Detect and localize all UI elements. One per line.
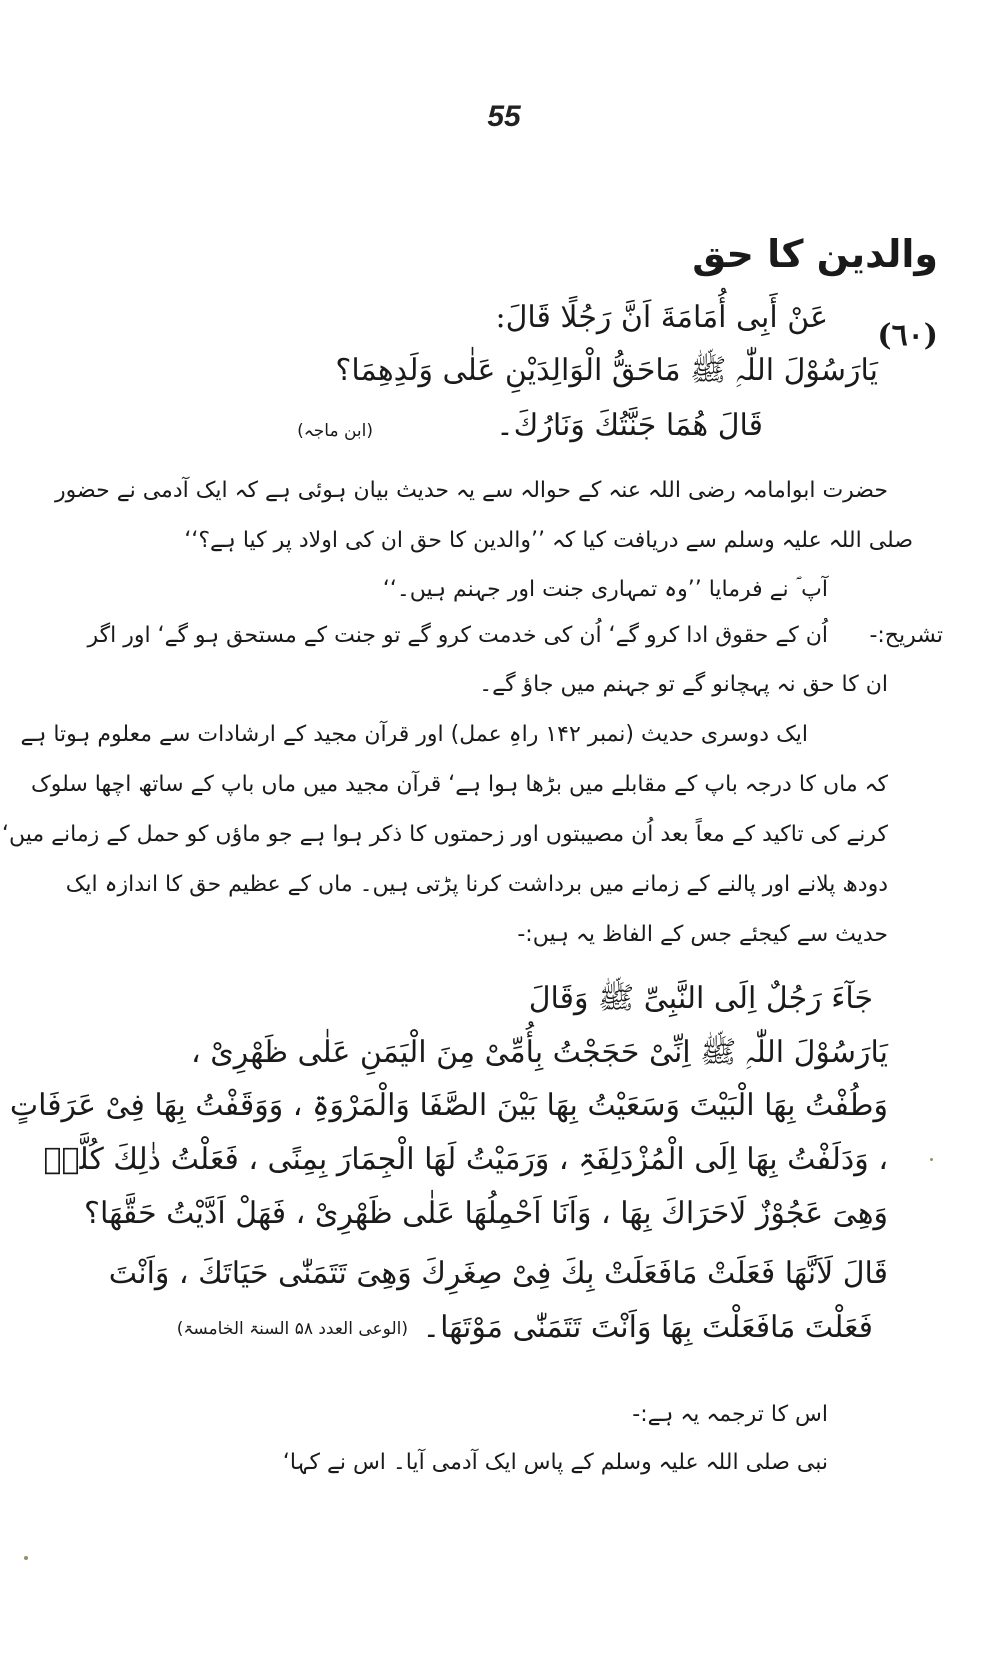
paragraph-line-3: کرنے کی تاکید کے معاً بعد اُن مصیبتوں اور زحمتوں کا ذکر ہوا ہے جو ماؤں کو حمل کے زمانے میں‘ (1, 822, 888, 847)
paragraph-line-2: کہ ماں کا درجہ باپ کے مقابلے میں بڑھا ہوا ہے‘ قرآن مجید میں ماں باپ کے ساتھ اچھا سلوک (31, 772, 888, 797)
hadith-60-line-1: عَنْ أَبِی أُمَامَةَ اَنَّ رَجُلًا قَالَ: (495, 300, 828, 335)
page-number: 55 (487, 100, 521, 133)
hadith-60-line-3: قَالَ ھُمَا جَنَّتُكَ وَنَارُكَ۔ (496, 408, 763, 443)
translation-line-1: حضرت ابوامامہ رضی اللہ عنہ کے حوالہ سے یہ حدیث بیان ہوئی ہے کہ ایک آدمی نے حضور (55, 478, 888, 503)
hadith-60-source: (ابن ماجہ) (297, 421, 373, 441)
hadith-60-line-2: یَارَسُوْلَ اللّٰہِ ﷺ مَاحَقُّ الْوَالِدَیْنِ عَلٰی وَلَدِھِمَا؟ (335, 353, 878, 388)
hadith-2-line-3: وَطُفْتُ بِھَا الْبَیْتَ وَسَعَیْتُ بِھَا بَیْنَ الصَّفَا وَالْمَرْوَۃِ ، وَوَقَفْتُ بِھَا فِیْ عَرَفَاتٍ (9, 1088, 888, 1123)
hadith-2-source: (الوعی العدد ۵۸ السنۃ الخامسۃ) (176, 1319, 408, 1339)
hadith-2-line-7: فَعَلْتَ مَافَعَلْتَ بِھَا وَاَنْتَ تَتَمَنّٰی مَوْتَھَا۔ (422, 1310, 873, 1345)
scan-speck (24, 1556, 28, 1560)
tashreeh-label: تشریح:- (869, 623, 943, 648)
closing-line-2: نبی صلی اللہ علیہ وسلم کے پاس ایک آدمی آیا۔ اس نے کہا‘ (282, 1450, 828, 1475)
translation-line-2: صلی اللہ علیہ وسلم سے دریافت کیا کہ ’’والدین کا حق ان کی اولاد پر کیا ہے؟‘‘ (184, 528, 913, 553)
hadith-2-line-4: ، وَدَلَفْتُ بِھَا اِلَی الْمُزْدَلِفَۃِ ، وَرَمَیْتُ لَھَا الْجِمَارَ بِمِنًی ، فَعَلْتُ ذٰلِكَ کُلَّہٗ (43, 1142, 888, 1177)
tashreeh-line-1: اُن کے حقوق ادا کرو گے‘ اُن کی خدمت کرو گے تو جنت کے مستحق ہو گے‘ اور اگر (87, 623, 828, 648)
paragraph-line-5: حدیث سے کیجئے جس کے الفاظ یہ ہیں:- (517, 922, 888, 947)
paragraph-line-1: ایک دوسری حدیث (نمبر ۱۴۲ راہِ عمل) اور قرآن مجید کے ارشادات سے معلوم ہوتا ہے (20, 722, 808, 747)
hadith-2-line-1: جَآءَ رَجُلٌ اِلَی النَّبِیِّ ﷺ وَقَالَ (528, 981, 873, 1016)
paragraph-line-4: دودھ پلانے اور پالنے کے زمانے میں برداشت کرنا پڑتی ہیں۔ ماں کے عظیم حق کا اندازہ ایک (65, 872, 888, 897)
translation-line-3: آپ ؐ نے فرمایا ’’وہ تمہاری جنت اور جہنم ہیں۔‘‘ (382, 577, 828, 602)
scan-speck (930, 1158, 933, 1161)
hadith-2-line-2: یَارَسُوْلَ اللّٰہِ ﷺ اِنِّیْ حَجَجْتُ بِأُمِّیْ مِنَ الْیَمَنِ عَلٰی ظَھْرِیْ ، (191, 1035, 888, 1070)
tashreeh-line-2: ان کا حق نہ پہچانو گے تو جہنم میں جاؤ گے۔ (479, 672, 888, 697)
closing-line-1: اس کا ترجمہ یہ ہے:- (632, 1402, 828, 1427)
chapter-heading: والدین کا حق (692, 232, 938, 276)
hadith-number: (٦٠) (877, 318, 938, 353)
hadith-2-line-6: قَالَ لَاَنَّھَا فَعَلَتْ مَافَعَلَتْ بِكَ فِیْ صِغَرِكَ وَھِیَ تَتَمَنّٰی حَیَاتَكَ ، وَاَنْتَ (108, 1256, 888, 1291)
hadith-2-line-5: وَھِیَ عَجُوْزٌ لَاحَرَاكَ بِھَا ، وَاَنَا اَحْمِلُھَا عَلٰی ظَھْرِیْ ، فَھَلْ اَدَّیْتُ حَقَّھَا؟ (84, 1196, 888, 1231)
